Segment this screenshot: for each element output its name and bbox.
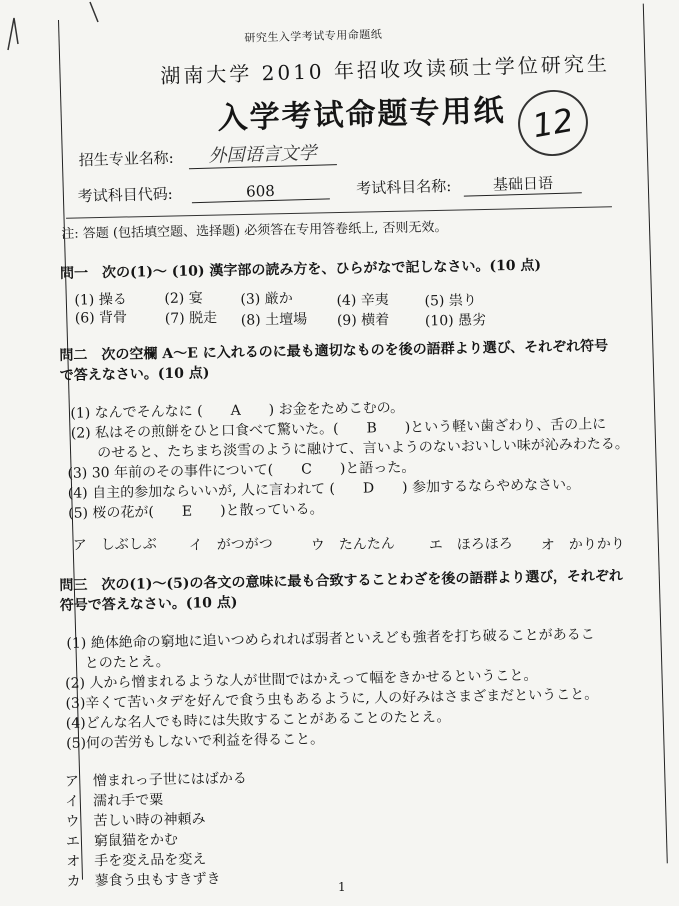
instruction-note: 注: 答题 (包括填空题、选择题) 必须答在专用答卷纸上, 否则无效。 xyxy=(61,220,448,242)
q3-choice: オ 手を変え品を変え xyxy=(66,851,207,870)
q3-choice: ウ 苦しい時の神頼み xyxy=(65,811,206,830)
q2-line: のせると、たちまち淡雪のように融けて、言いようのないおいしい味が沁みわたる。 xyxy=(97,435,629,462)
q2-line: (5) 桜の花が( E )と散っている。 xyxy=(68,501,324,522)
q1-item: (10) 愚劣 xyxy=(424,312,487,330)
q1-item: (5) 祟り xyxy=(424,292,477,310)
q3-choice: ア 憎まれっ子世にはばかる xyxy=(64,770,247,790)
subject-value: 基础日语 xyxy=(464,171,583,196)
code-value: 608 xyxy=(191,180,329,203)
q1-item: (6) 背骨 xyxy=(74,309,128,327)
q3-line: (2) 人から憎まれるような人が世間ではかえって幅をきかせるということ。 xyxy=(65,667,538,692)
handwritten-page-number: 12 xyxy=(513,84,593,161)
q3-choice: エ 窮鼠猫をかむ xyxy=(65,831,179,850)
q2-choice: ウ たんたん xyxy=(310,536,395,554)
q1-heading: 問一 次の(1)～ (10) 漢字部の読み方を、ひらがなで記しなさい。(10 点) xyxy=(59,257,542,282)
q3-line: (5)何の苦労もしないで利益を得ること。 xyxy=(66,731,325,752)
q2-line: (1) なんでそんなに ( A ) お金をためこむの。 xyxy=(70,399,405,422)
q2-heading-cont: で答えなさい。(10 点) xyxy=(59,365,210,384)
university-line: 湖南大学 2010 年招收攻读硕士学位研究生 xyxy=(160,51,611,89)
q3-line: とのたとえ。 xyxy=(84,653,170,672)
q3-line: (4)どんな名人でも時には失敗することがあることのたとえ。 xyxy=(65,709,451,732)
major-label: 招生专业名称: xyxy=(78,148,174,170)
q2-heading: 問二 次の空欄 A～E に入れるのに最も適切なものを後の語群より選び、それぞれ符号 xyxy=(59,338,609,364)
q2-choice: エ ほろほろ xyxy=(428,535,513,554)
page-title: 入学考试命题专用纸 xyxy=(217,93,506,137)
q3-line: (1) 絶体絶命の窮地に追いつめられれば弱者といえども強者を打ち破ることがあるこ xyxy=(66,626,595,652)
q1-item: (4) 辛夷 xyxy=(336,292,389,310)
q2-choice: ア しぶしぶ xyxy=(72,536,157,554)
q2-choice: イ がつがつ xyxy=(188,536,273,554)
q1-item: (2) 宴 xyxy=(164,290,203,308)
q3-choice: イ 濡れ手で粟 xyxy=(65,792,164,810)
q3-heading-cont: 符号で答えなさい。(10 点) xyxy=(59,594,238,614)
q1-item: (9) 横着 xyxy=(336,312,390,330)
q2-line: (3) 30 年前のその事件について( C )と語った。 xyxy=(67,459,416,482)
q2-choice: オ かりかり xyxy=(540,536,625,554)
code-label: 考试科目代码: xyxy=(77,184,173,206)
major-value: 外国语言文学 xyxy=(188,138,337,169)
q3-choice: カ 蓼食う虫もすきずき xyxy=(66,871,221,890)
page-footer-number: 1 xyxy=(338,880,346,894)
q2-line: (4) 自主的参加ならいいが, 人に言われて ( D ) 参加するならやめなさい。 xyxy=(67,476,581,502)
pen-mark-top-left xyxy=(0,0,120,60)
subject-label: 考试科目名称: xyxy=(355,176,452,198)
q3-heading: 問三 次の(1)～(5)の各文の意味に最も合致することわざを後の語群より選び，それぞれ xyxy=(59,568,623,594)
q2-line: (2) 私はその煎餅をひと口食べて驚いた。( B )という軽い歯ざわり、舌の上に xyxy=(70,416,607,442)
q3-line: (3)辛くて苦いタデを好んで食う虫もあるように, 人の好みはさまざまだということ。 xyxy=(65,686,599,712)
q1-item: (8) 土壇場 xyxy=(240,311,308,329)
paper-topline: 研究生入学考试专用命题纸 xyxy=(244,27,383,45)
q1-item: (3) 厳か xyxy=(240,290,293,308)
q1-item: (1) 操る xyxy=(74,291,127,309)
q1-item: (7) 脱走 xyxy=(164,310,218,328)
